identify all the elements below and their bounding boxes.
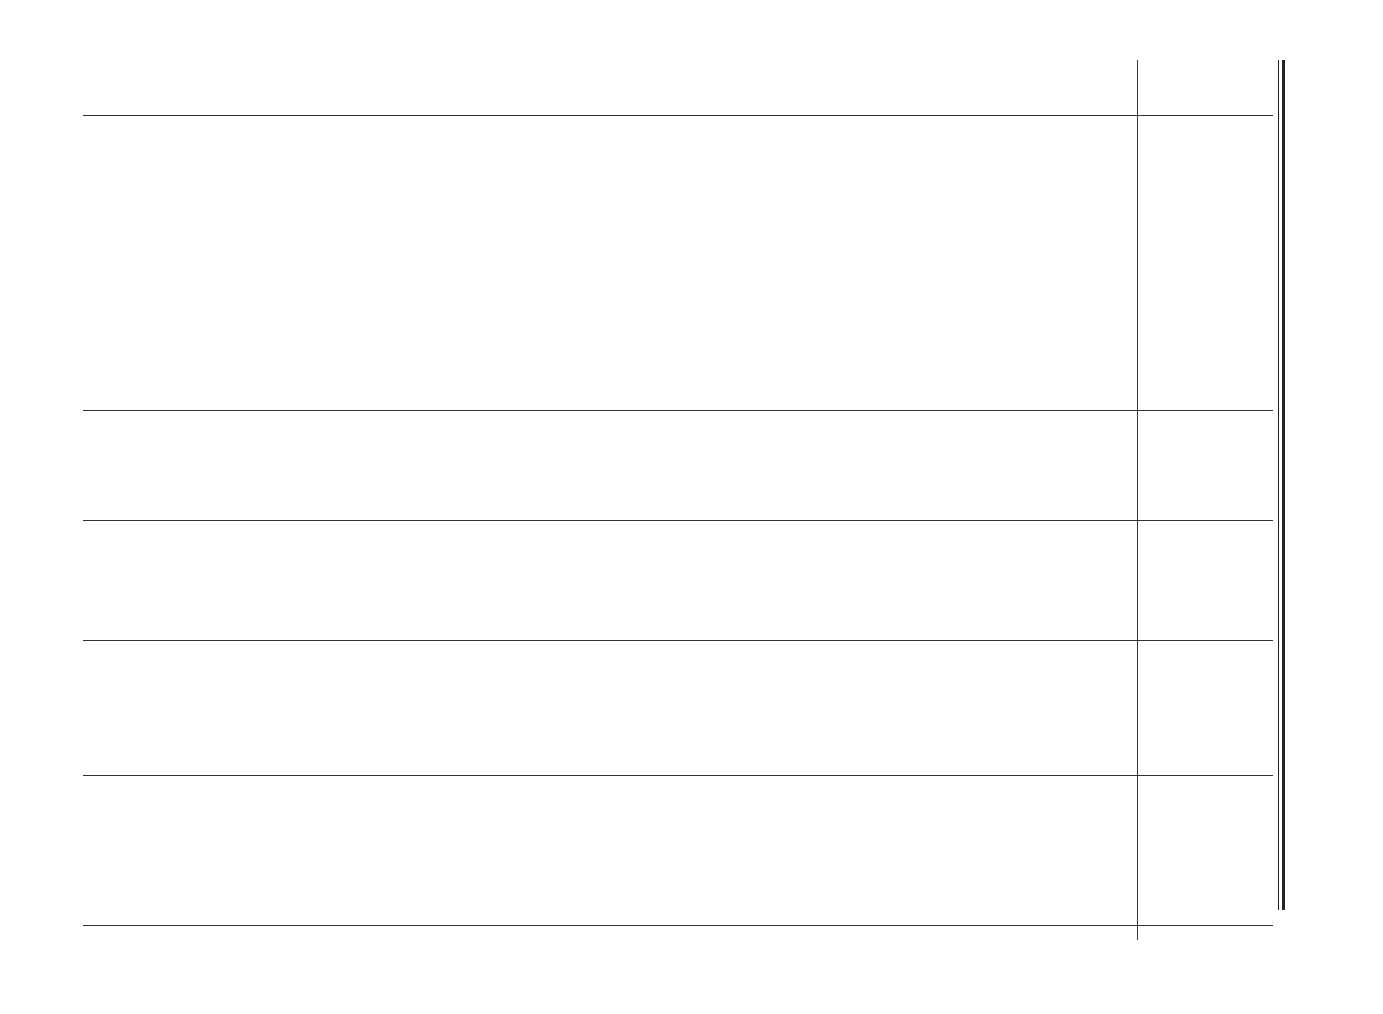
column-divider bbox=[83, 640, 1273, 641]
digitization-note bbox=[0, 14, 9, 1014]
column-divider bbox=[83, 410, 1273, 411]
header-rule-thin bbox=[1278, 60, 1279, 910]
column-divider bbox=[83, 925, 1273, 926]
column-divider bbox=[83, 775, 1273, 776]
page-header bbox=[1292, 70, 1318, 102]
column-divider bbox=[83, 520, 1273, 521]
header-rule-thick bbox=[1282, 60, 1285, 910]
column-divider bbox=[83, 115, 1273, 116]
header-divider bbox=[1137, 60, 1138, 940]
